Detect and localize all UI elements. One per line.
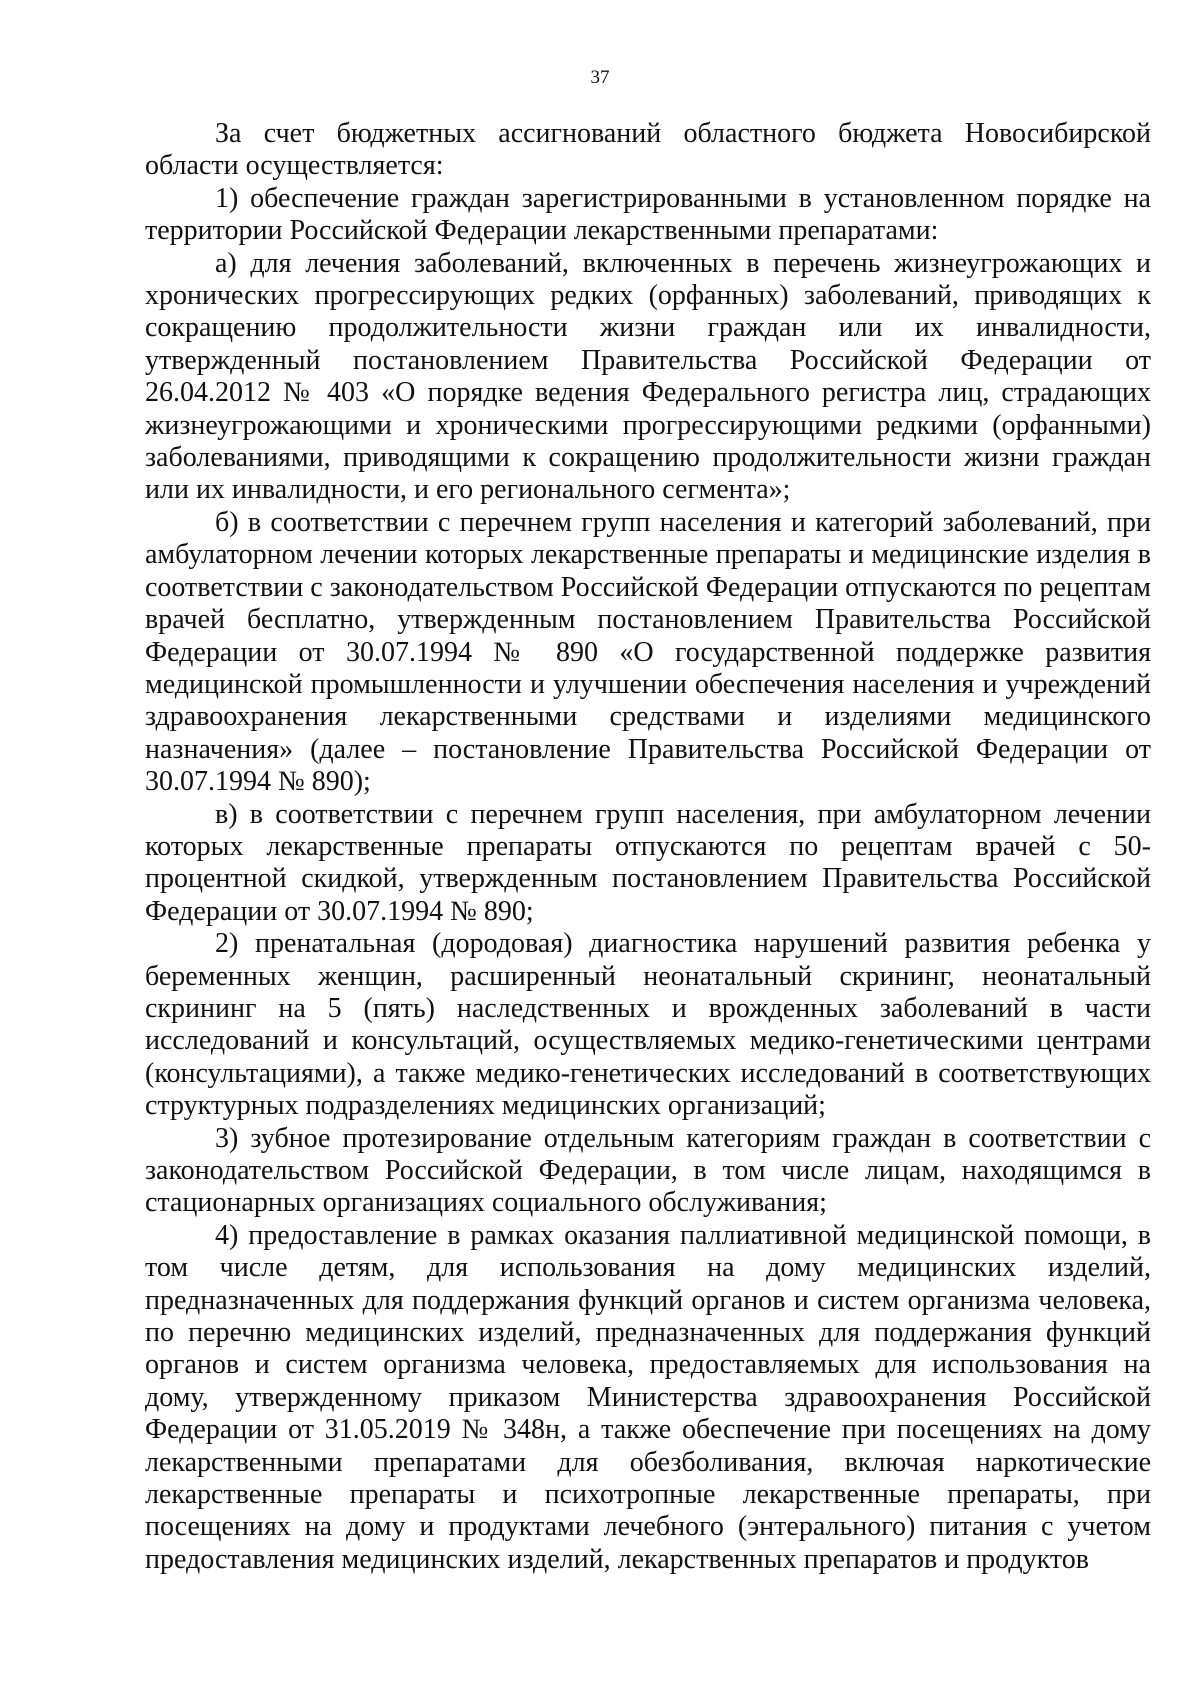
page-number: 37 [590,67,610,88]
paragraph-item-4: 4) предоставление в рамках оказания паллиативной медицинской помощи, в том числе детям, для использования на дому медицинских изделий, предназначенных для поддержания функций органов и систем организма человека, по перечню медицинских изделий, предназначенных для поддержания функций органов и систем организма человека, предоставляемых для использования на дому, утвержденному приказом Министерства здравоохранения Российской Федерации от 31.05.2019 № 348н, а также обеспечение при посещениях на дому лекарственными препаратами для обезболивания, включая наркотические лекарственные препараты и психотропные лекарственные препараты, при посещениях на дому и продуктами лечебного (энтерального) питания с учетом предоставления медицинских изделий, лекарственных препаратов и продуктов [145,1219,1151,1575]
paragraph-item-1: 1) обеспечение граждан зарегистрированными в установленном порядке на территории Российской Федерации лекарственными препаратами: [145,182,1151,247]
document-body [145,118,1151,1576]
paragraph-item-2: 2) пренатальная (дородовая) диагностика нарушений развития ребенка у беременных женщин, расширенный неонатальный скрининг, неонатальный скрининг на 5 (пять) наследственных и врожденных заболеваний в части исследований и консультаций, осуществляемых медико-генетическими центрами (консультациями), а также медико-генетических исследований в соответствующих структурных подразделениях медицинских организаций; [145,928,1151,1122]
paragraph-item-3: 3) зубное протезирование отдельным категориям граждан в соответствии с законодательством Российской Федерации, в том числе лицам, находящимся в стационарных организациях социального обслуживания; [145,1122,1151,1219]
paragraph-item-1v: в) в соответствии с перечнем групп населения, при амбулаторном лечении которых лекарственные препараты отпускаются по рецептам врачей с 50-процентной скидкой, утвержденным постановлением Правительства Российской Федерации от 30.07.1994 № 890; [145,798,1151,927]
paragraph-intro: За счет бюджетных ассигнований областного бюджета Новосибирской области осуществляется: [145,118,1151,182]
paragraph-item-1a: а) для лечения заболеваний, включенных в перечень жизнеугрожающих и хронических прогрессирующих редких (орфанных) заболеваний, приводящих к сокращению продолжительности жизни граждан или их инвалидности, утвержденный постановлением Правительства Российской Федерации от 26.04.2012 № 403 «О порядке ведения Федерального регистра лиц, страдающих жизнеугрожающими и хроническими прогрессирующими редкими (орфанными) заболеваниями, приводящими к сокращению продолжительности жизни граждан или их инвалидности, и его регионального сегмента»; [145,247,1151,506]
paragraph-item-1b: б) в соответствии с перечнем групп населения и категорий заболеваний, при амбулаторном лечении которых лекарственные препараты и медицинские изделия в соответствии с законодательством Российской Федерации отпускаются по рецептам врачей бесплатно, утвержденным постановлением Правительства Российской Федерации от 30.07.1994 № 890 «О государственной поддержке развития медицинской промышленности и улучшении обеспечения населения и учреждений здравоохранения лекарственными средствами и изделиями медицинского назначения» (далее – постановление Правительства Российской Федерации от 30.07.1994 № 890); [145,506,1151,798]
